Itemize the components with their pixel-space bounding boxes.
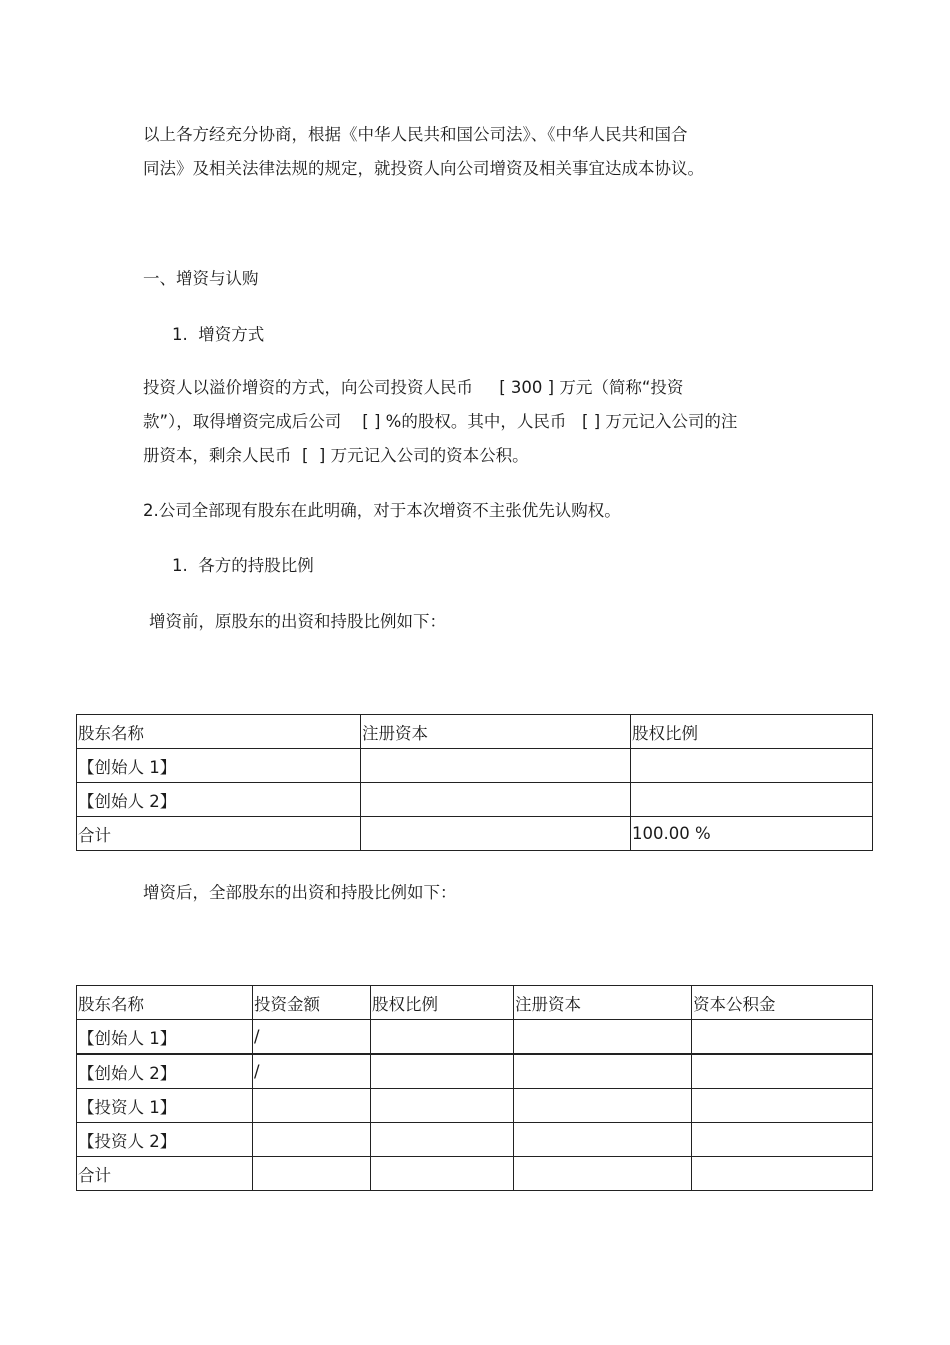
section-heading: 一、增资与认购 (143, 269, 259, 288)
table-row (77, 1054, 873, 1089)
method-paragraph-line-1: 投资人以溢价增资的方式，向公司投资人民币 [ 300 ] 万元（简称“投资 (143, 378, 684, 397)
table-cell (514, 1157, 692, 1191)
table-cell: 合计 (77, 817, 361, 851)
header-cell: 股东名称 (77, 715, 361, 749)
header-cell: 投资金额 (253, 986, 371, 1020)
table-total-row (77, 817, 873, 851)
table-cell (253, 1089, 371, 1123)
table-cell (514, 1089, 692, 1123)
header-cell: 注册资本 (361, 715, 631, 749)
item-heading-method: 1. 增资方式 (172, 325, 265, 344)
table-cell: 【投资人 1】 (77, 1089, 253, 1123)
table-row (77, 1123, 873, 1157)
table-row (77, 749, 873, 783)
table-header-row (77, 986, 873, 1020)
after-table-caption: 增资后，全部股东的出资和持股比例如下： (143, 883, 457, 902)
table-cell (692, 1020, 873, 1055)
table-cell: 【创始人 1】 (77, 749, 361, 783)
table-cell: 100.00 % (631, 817, 873, 851)
table-cell (371, 1020, 514, 1055)
table-cell (692, 1054, 873, 1089)
table-cell (361, 749, 631, 783)
header-cell: 资本公积金 (692, 986, 873, 1020)
intro-paragraph-line-1: 以上各方经充分协商，根据《中华人民共和国公司法》、《中华人民共和国合 (143, 125, 688, 144)
table-cell: 【创始人 1】 (77, 1020, 253, 1055)
shareholding-before-table (76, 714, 873, 851)
shareholding-after-table (76, 985, 873, 1191)
table-row (77, 1089, 873, 1123)
item-heading-shareholding: 1. 各方的持股比例 (172, 556, 314, 575)
table-cell (371, 1054, 514, 1089)
intro-paragraph-line-2: 同法》及相关法律法规的规定，就投资人向公司增资及相关事宜达成本协议。 (143, 159, 704, 178)
table-cell (692, 1157, 873, 1191)
before-table-caption: 增资前，原股东的出资和持股比例如下： (149, 612, 446, 631)
table-cell (692, 1089, 873, 1123)
method-paragraph-line-2: 款”），取得增资完成后公司 [ ] %的股权。其中，人民币 [ ] 万元记入公司的注 (143, 412, 738, 431)
table-header-row (77, 715, 873, 749)
table-row (77, 783, 873, 817)
preemption-paragraph: 2.公司全部现有股东在此明确，对于本次增资不主张优先认购权。 (143, 501, 621, 520)
table-cell: 合计 (77, 1157, 253, 1191)
header-cell: 注册资本 (514, 986, 692, 1020)
header-cell: 股东名称 (77, 986, 253, 1020)
table-cell (361, 817, 631, 851)
table-cell (361, 783, 631, 817)
table-total-row (77, 1157, 873, 1191)
table-cell: 【创始人 2】 (77, 1054, 253, 1089)
method-paragraph-line-3: 册资本，剩余人民币 [ ] 万元记入公司的资本公积。 (143, 446, 529, 465)
table-cell: / (253, 1054, 371, 1089)
table-cell (371, 1157, 514, 1191)
table-cell: 【投资人 2】 (77, 1123, 253, 1157)
header-cell: 股权比例 (371, 986, 514, 1020)
table-cell: 【创始人 2】 (77, 783, 361, 817)
table-cell (514, 1123, 692, 1157)
table-cell (631, 749, 873, 783)
table-cell (692, 1123, 873, 1157)
table-cell (371, 1123, 514, 1157)
table-cell (514, 1020, 692, 1055)
table-cell (514, 1054, 692, 1089)
table-row (77, 1020, 873, 1055)
table-cell (371, 1089, 514, 1123)
table-cell (631, 783, 873, 817)
table-cell: / (253, 1020, 371, 1055)
table-cell (253, 1123, 371, 1157)
header-cell: 股权比例 (631, 715, 873, 749)
table-cell (253, 1157, 371, 1191)
